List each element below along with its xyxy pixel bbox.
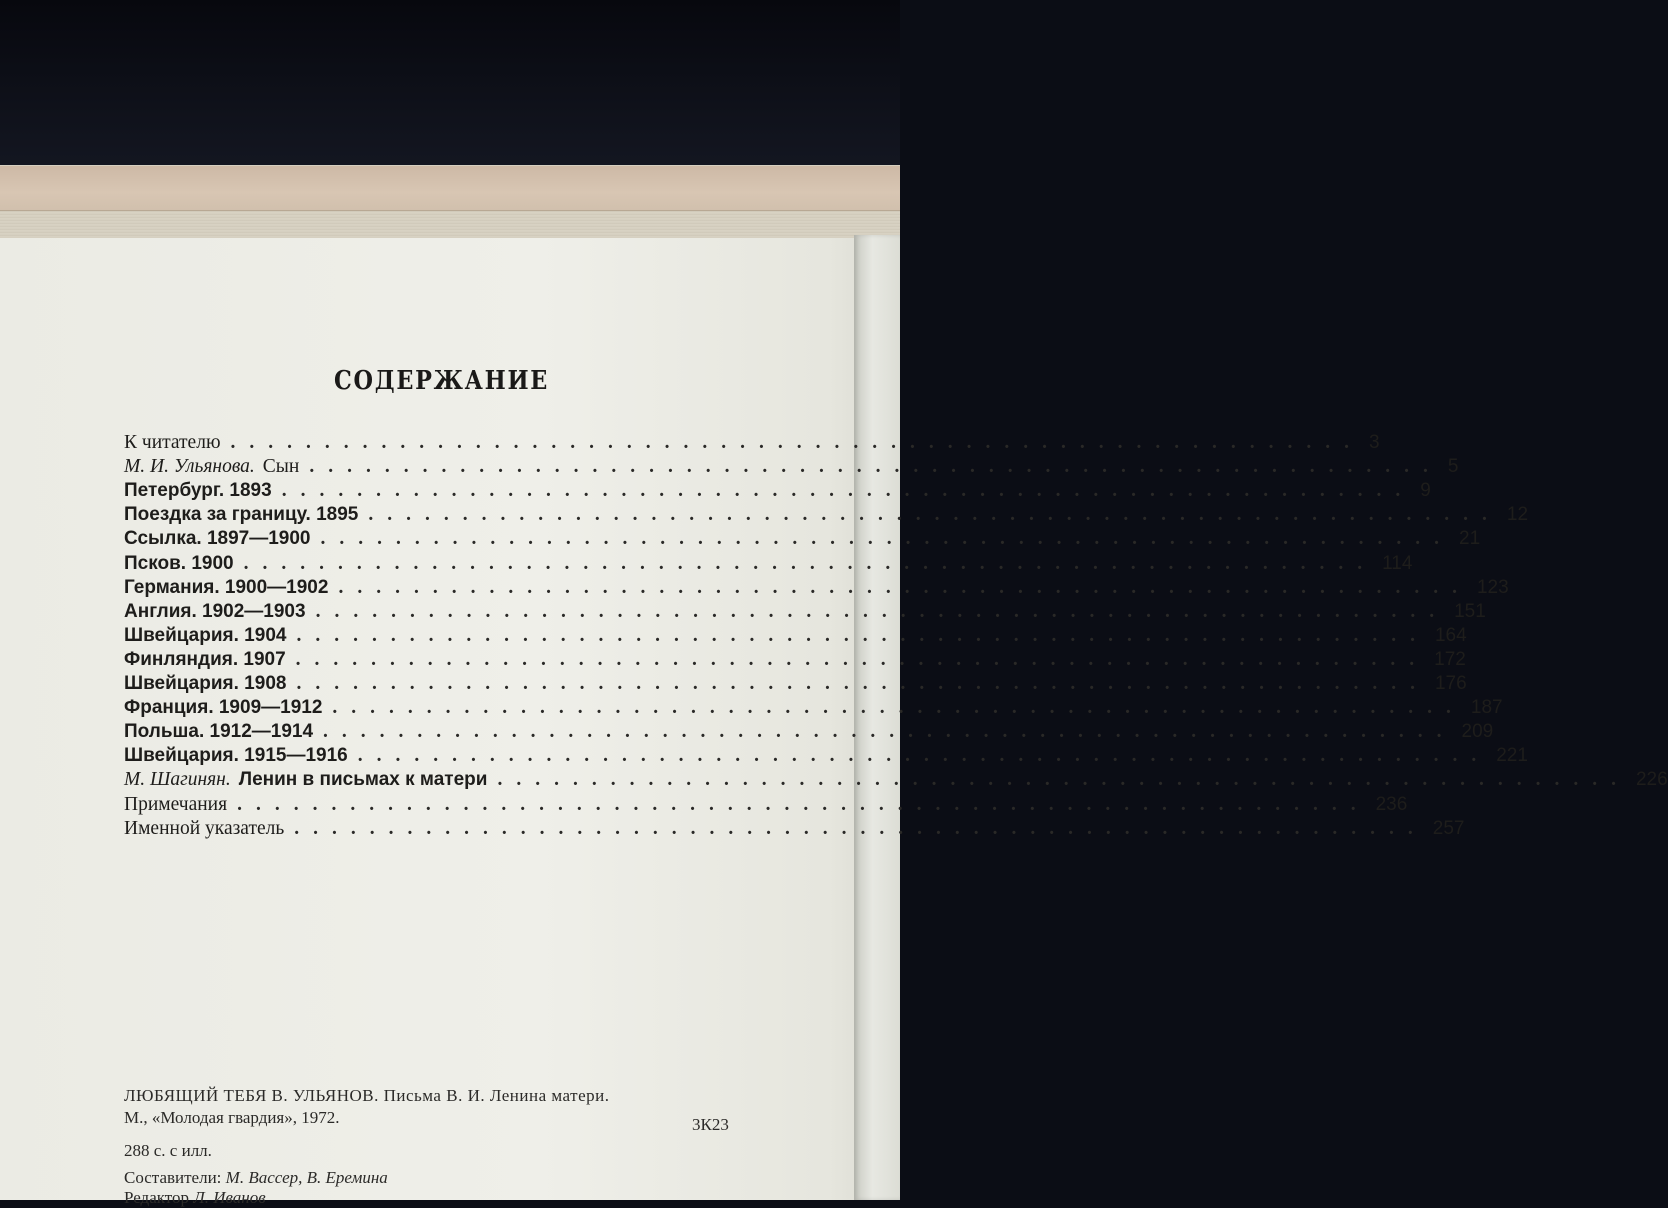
toc-entry-title: Германия. 1900—1902 xyxy=(124,576,329,598)
toc-entry xyxy=(124,456,1459,480)
toc-entry-page-number: 164 xyxy=(1434,624,1467,646)
toc-entry-author: М. Шагинян. xyxy=(124,769,231,791)
toc-entry-page-number: 114 xyxy=(1382,552,1413,574)
editor-name: Л. Иванов xyxy=(193,1188,266,1207)
toc-entry-title: Примечания xyxy=(124,793,228,815)
compilers-names: М. Вассер, В. Еремина xyxy=(225,1168,388,1187)
toc-entry-title: Псков. 1900 xyxy=(124,552,234,574)
toc-entry-page-number: 3 xyxy=(1369,432,1380,453)
dot-leader: ............................................................ xyxy=(332,697,1465,719)
toc-entry-title: Польша. 1912—1914 xyxy=(124,721,314,743)
toc-entry-page-number: 21 xyxy=(1459,528,1481,550)
dot-leader: ............................................................ xyxy=(357,745,1491,767)
toc-entry-page-number: 9 xyxy=(1420,480,1431,502)
imprint-compilers xyxy=(124,1168,388,1188)
imprint-classification: 3К23 xyxy=(692,1115,729,1134)
toc-entry-page-number: 209 xyxy=(1461,721,1494,743)
toc-entry xyxy=(124,745,1528,769)
toc-entry-page-number: 187 xyxy=(1470,697,1503,719)
toc-entry xyxy=(124,648,1466,673)
toc-entry-title: Ленин в письмах к матери xyxy=(238,769,488,791)
toc-entry xyxy=(124,504,1529,528)
toc-entry-page-number: 221 xyxy=(1496,745,1528,767)
dot-leader: ............................................................ xyxy=(320,528,1454,550)
dot-leader: ............................................................ xyxy=(296,673,1429,694)
compilers-label: Составители: xyxy=(124,1168,222,1187)
contents-heading: СОДЕРЖАНИЕ xyxy=(334,366,550,396)
toc-entry xyxy=(124,721,1494,745)
toc-entry-title: Ссылка. 1897—1900 xyxy=(124,528,311,550)
dot-leader: ............................................................ xyxy=(497,769,1630,791)
imprint-editor xyxy=(124,1188,266,1208)
toc-entry xyxy=(124,552,1413,577)
toc-entry-title: Финляндия. 1907 xyxy=(124,648,286,670)
toc-entry-title: Швейцария. 1915—1916 xyxy=(124,745,348,767)
toc-entry-title: Швейцария. 1908 xyxy=(124,673,287,694)
dot-leader: ............................................................ xyxy=(368,504,1501,526)
toc-entry xyxy=(124,480,1431,504)
dot-leader: ............................................................ xyxy=(323,721,1456,743)
toc-entry-title: Поездка за границу. 1895 xyxy=(124,504,359,526)
toc-entry xyxy=(124,432,1380,456)
toc-entry-title: К читателю xyxy=(124,432,221,453)
dot-leader: ............................................................ xyxy=(237,793,1370,815)
toc-entry xyxy=(124,528,1481,552)
toc-entry-page-number: 5 xyxy=(1447,456,1459,478)
dot-leader: ............................................................ xyxy=(338,576,1471,598)
toc-entry-title: Петербург. 1893 xyxy=(124,480,272,502)
toc-entry-page-number: 236 xyxy=(1375,793,1408,815)
toc-entry-title: Франция. 1909—1912 xyxy=(124,697,323,719)
dot-leader: ............................................................ xyxy=(230,432,1364,453)
imprint-publisher: М., «Молодая гвардия», 1972. xyxy=(124,1108,340,1127)
toc-entry-title: Именной указатель xyxy=(124,817,285,839)
toc-entry-page-number: 176 xyxy=(1434,673,1467,694)
toc-entry-title: Англия. 1902—1903 xyxy=(124,600,306,622)
toc-entry xyxy=(124,600,1486,625)
dot-leader: ............................................................ xyxy=(309,456,1442,478)
toc-entry-page-number: 12 xyxy=(1506,504,1529,526)
toc-entry-author: М. И. Ульянова. xyxy=(124,456,255,478)
toc-entry-page-number: 226 xyxy=(1635,769,1668,791)
editor-label: Редактор xyxy=(124,1188,189,1207)
toc-entry-title: Швейцария. 1904 xyxy=(124,624,287,646)
toc-entry xyxy=(124,673,1467,697)
toc-entry-title: Сын xyxy=(262,456,300,478)
toc-entry xyxy=(124,697,1503,721)
toc-entry xyxy=(124,769,1668,793)
dot-leader: ............................................................ xyxy=(295,648,1429,670)
toc-entry-page-number: 257 xyxy=(1432,817,1465,839)
dot-leader: ............................................................ xyxy=(296,624,1429,646)
toc-entry xyxy=(124,624,1467,649)
dot-leader: ............................................................ xyxy=(294,817,1427,839)
dot-leader: ............................................................ xyxy=(315,600,1449,622)
toc-entry-page-number: 123 xyxy=(1476,576,1509,598)
dot-leader: ............................................................ xyxy=(281,480,1415,502)
toc-entry xyxy=(124,817,1465,842)
dot-leader: ............................................................ xyxy=(243,552,1377,574)
imprint-pages: 288 с. с илл. xyxy=(124,1141,212,1160)
imprint-title: ЛЮБЯЩИЙ ТЕБЯ В. УЛЬЯНОВ. Письма В. И. Ленина матери. xyxy=(124,1086,610,1105)
toc-entry xyxy=(124,576,1509,601)
toc-entry-page-number: 172 xyxy=(1434,648,1466,670)
toc-entry xyxy=(124,793,1408,818)
toc-entry-page-number: 151 xyxy=(1454,600,1486,622)
